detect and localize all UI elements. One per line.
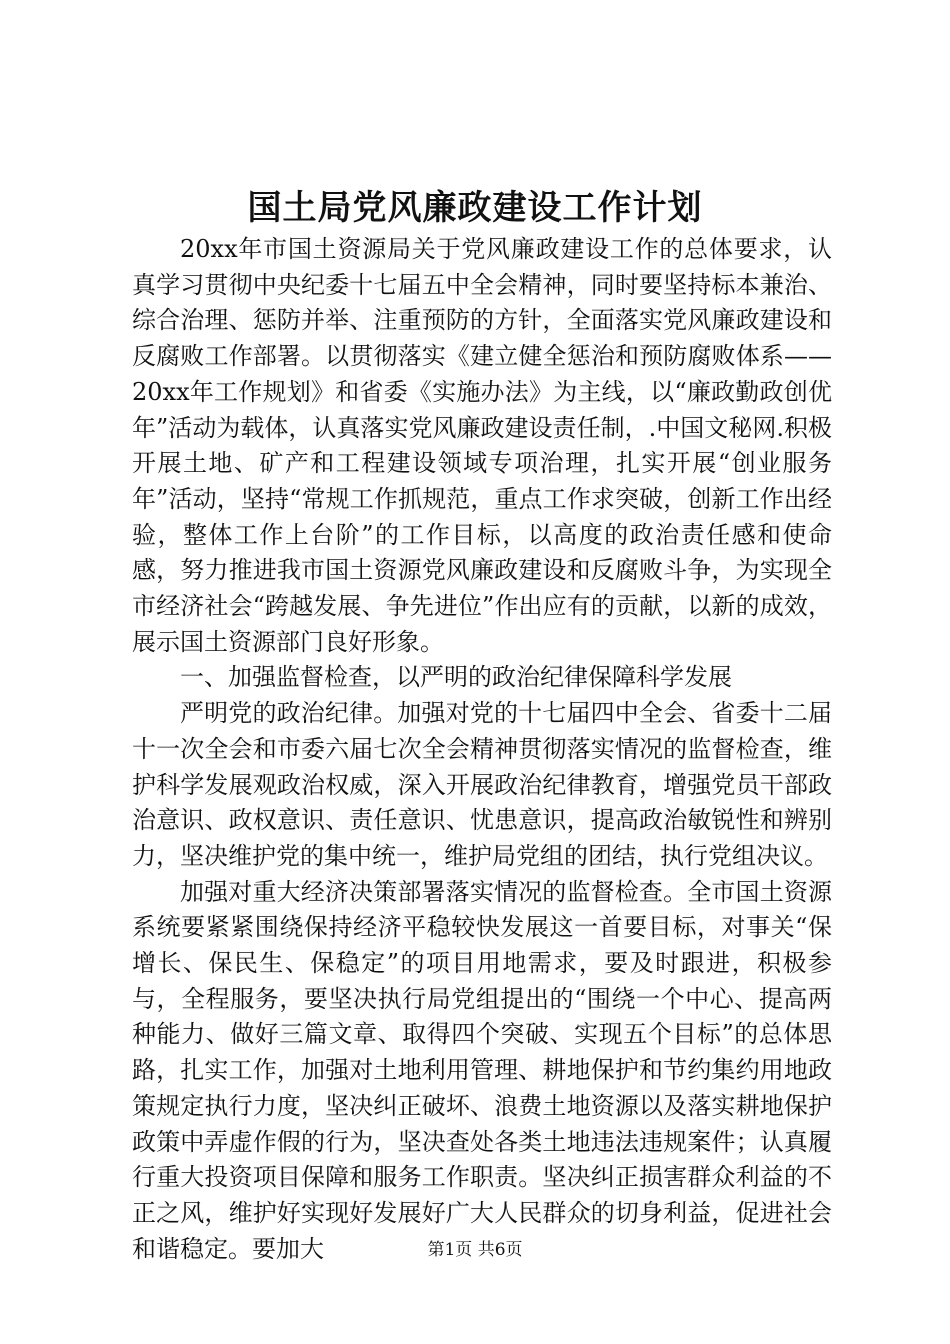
paragraph-intro: 20xx年市国土资源局关于党风廉政建设工作的总体要求，认真学习贯彻中央纪委十七届五中全会精神，同时要坚持标本兼治、综合治理、惩防并举、注重预防的方针，全面落实党风廉政建设和反腐败工作部署。以贯彻落实《建立健全惩治和预防腐败体系——20xx年工作规划》和省委《实施办法》为主线，以“廉政勤政创优年”活动为载体，认真落实党风廉政建设责任制，.中国文秘网.积极开展土地、矿产和工程建设领域专项治理，扎实开展“创业服务年”活动，坚持“常规工作抓规范，重点工作求突破，创新工作出经验，整体工作上台阶”的工作目标，以高度的政治责任感和使命感，努力推进我市国土资源党风廉政建设和反腐败斗争，为实现全市经济社会“跨越发展、争先进位”作出应有的贡献，以新的成效，展示国土资源部门良好形象。 (132, 235, 832, 656)
paragraph-economic-supervision: 加强对重大经济决策部署落实情况的监督检查。全市国土资源系统要紧紧围绕保持经济平稳较快发展这一首要目标，对事关“保增长、保民生、保稳定”的项目用地需求，要及时跟进，积极参与，全程服务，要坚决执行局党组提出的“围绕一个中心、提高两种能力、做好三篇文章、取得四个突破、实现五个目标”的总体思路，扎实工作，加强对土地利用管理、耕地保护和节约集约用地政策规定执行力度，坚决纠正破坏、浪费土地资源以及落实耕地保护政策中弄虚作假的行为，坚决查处各类土地违法违规案件；认真履行重大投资项目保障和服务工作职责。坚决纠正损害群众利益的不正之风，维护好实现好发展好广大人民群众的切身利益，促进社会和谐稳定。要加大 (132, 877, 832, 1263)
paragraph-political-discipline: 严明党的政治纪律。加强对党的十七届四中全会、省委十二届十一次全会和市委六届七次全会精神贯彻落实情况的监督检查，维护科学发展观政治权威，深入开展政治纪律教育，增强党员干部政治意识、政权意识、责任意识、忧患意识，提高政治敏锐性和辨别力，坚决维护党的集中统一，维护局党组的团结，执行党组决议。 (132, 699, 832, 870)
page-number-footer: 第1页 共6页 (427, 1240, 523, 1260)
document-title: 国土局党风廉政建设工作计划 (247, 188, 703, 228)
document-body (132, 232, 832, 1267)
section-heading-1: 一、加强监督检查，以严明的政治纪律保障科学发展 (180, 663, 732, 692)
